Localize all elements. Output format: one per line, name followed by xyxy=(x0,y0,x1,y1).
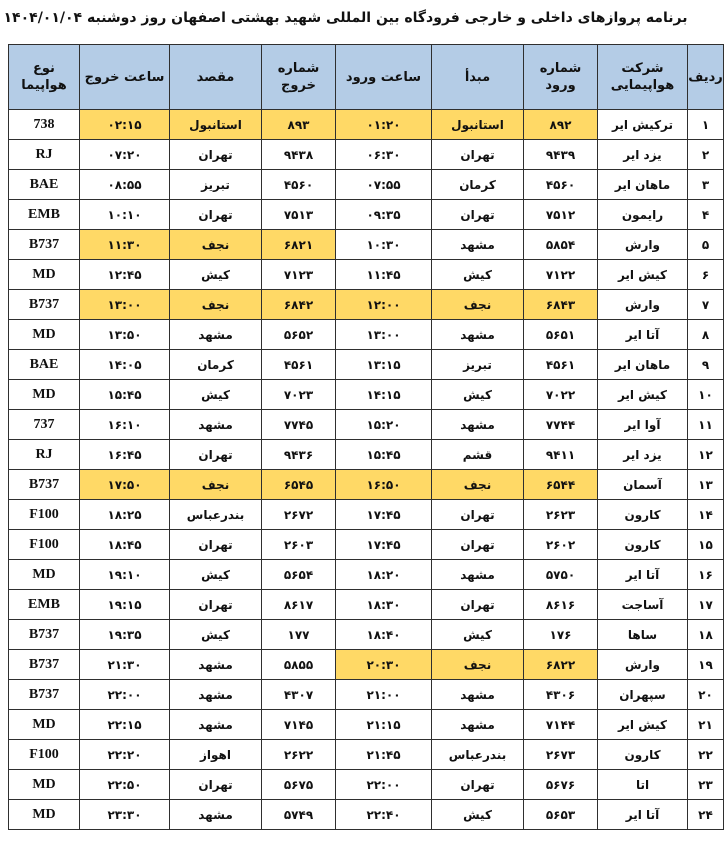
cell-row-number: ۲۲ xyxy=(688,740,724,770)
cell-aircraft-type: EMB xyxy=(9,590,80,620)
table-row xyxy=(9,740,724,770)
cell-departure-number: ۴۵۶۰ xyxy=(262,170,336,200)
cell-departure-time: ۰۲:۱۵ xyxy=(80,110,170,140)
cell-origin: بندرعباس xyxy=(432,740,524,770)
cell-airline: رایمون xyxy=(598,200,688,230)
header-aircraft-type: نوع هواپیما xyxy=(9,45,80,110)
cell-arrival-number: ۴۳۰۶ xyxy=(524,680,598,710)
cell-arrival-time: ۰۶:۳۰ xyxy=(336,140,432,170)
cell-destination: نجف xyxy=(170,470,262,500)
cell-aircraft-type: F100 xyxy=(9,530,80,560)
cell-airline: وارش xyxy=(598,650,688,680)
cell-aircraft-type: B737 xyxy=(9,470,80,500)
cell-arrival-time: ۰۹:۳۵ xyxy=(336,200,432,230)
cell-row-number: ۲ xyxy=(688,140,724,170)
cell-destination: کیش xyxy=(170,380,262,410)
cell-row-number: ۱۴ xyxy=(688,500,724,530)
cell-departure-time: ۱۹:۱۵ xyxy=(80,590,170,620)
header-departure-number: شماره خروج xyxy=(262,45,336,110)
table-row xyxy=(9,290,724,320)
cell-arrival-number: ۶۸۲۲ xyxy=(524,650,598,680)
cell-arrival-number: ۶۵۴۴ xyxy=(524,470,598,500)
cell-arrival-time: ۱۵:۲۰ xyxy=(336,410,432,440)
cell-origin: تبریز xyxy=(432,350,524,380)
table-row xyxy=(9,560,724,590)
cell-origin: نجف xyxy=(432,650,524,680)
cell-origin: کرمان xyxy=(432,170,524,200)
cell-arrival-time: ۱۲:۰۰ xyxy=(336,290,432,320)
cell-arrival-time: ۱۵:۴۵ xyxy=(336,440,432,470)
cell-departure-time: ۲۲:۵۰ xyxy=(80,770,170,800)
cell-destination: تبریز xyxy=(170,170,262,200)
cell-departure-number: ۵۷۴۹ xyxy=(262,800,336,830)
cell-arrival-number: ۵۸۵۴ xyxy=(524,230,598,260)
cell-aircraft-type: F100 xyxy=(9,500,80,530)
cell-airline: آتا ایر xyxy=(598,800,688,830)
cell-arrival-time: ۲۱:۱۵ xyxy=(336,710,432,740)
cell-departure-time: ۱۸:۴۵ xyxy=(80,530,170,560)
cell-arrival-time: ۲۲:۰۰ xyxy=(336,770,432,800)
cell-departure-number: ۶۸۲۱ xyxy=(262,230,336,260)
cell-departure-time: ۱۹:۳۵ xyxy=(80,620,170,650)
table-row xyxy=(9,590,724,620)
cell-arrival-time: ۱۰:۳۰ xyxy=(336,230,432,260)
cell-airline: کیش ایر xyxy=(598,260,688,290)
cell-row-number: ۴ xyxy=(688,200,724,230)
table-row xyxy=(9,320,724,350)
cell-arrival-number: ۴۵۶۱ xyxy=(524,350,598,380)
cell-departure-number: ۶۸۴۲ xyxy=(262,290,336,320)
cell-origin: مشهد xyxy=(432,710,524,740)
header-departure-time: ساعت خروج xyxy=(80,45,170,110)
table-row xyxy=(9,380,724,410)
table-row xyxy=(9,230,724,260)
cell-origin: کیش xyxy=(432,260,524,290)
cell-aircraft-type: B737 xyxy=(9,230,80,260)
cell-destination: مشهد xyxy=(170,710,262,740)
cell-airline: کیش ایر xyxy=(598,380,688,410)
cell-airline: آساجت xyxy=(598,590,688,620)
table-row xyxy=(9,680,724,710)
cell-aircraft-type: 737 xyxy=(9,410,80,440)
cell-origin: نجف xyxy=(432,470,524,500)
cell-departure-number: ۵۶۷۵ xyxy=(262,770,336,800)
cell-row-number: ۱۲ xyxy=(688,440,724,470)
cell-departure-time: ۱۰:۱۰ xyxy=(80,200,170,230)
cell-aircraft-type: B737 xyxy=(9,290,80,320)
cell-arrival-number: ۵۷۵۰ xyxy=(524,560,598,590)
cell-arrival-time: ۰۱:۲۰ xyxy=(336,110,432,140)
cell-departure-number: ۴۳۰۷ xyxy=(262,680,336,710)
cell-destination: نجف xyxy=(170,230,262,260)
cell-arrival-time: ۱۱:۴۵ xyxy=(336,260,432,290)
cell-row-number: ۲۱ xyxy=(688,710,724,740)
table-row xyxy=(9,620,724,650)
cell-departure-time: ۱۱:۳۰ xyxy=(80,230,170,260)
cell-arrival-time: ۱۳:۱۵ xyxy=(336,350,432,380)
cell-row-number: ۶ xyxy=(688,260,724,290)
cell-airline: کارون xyxy=(598,740,688,770)
table-row xyxy=(9,440,724,470)
cell-airline: وارش xyxy=(598,290,688,320)
cell-arrival-number: ۴۵۶۰ xyxy=(524,170,598,200)
cell-aircraft-type: BAE xyxy=(9,350,80,380)
table-row xyxy=(9,260,724,290)
header-row xyxy=(9,45,724,110)
header-origin: مبدأ xyxy=(432,45,524,110)
cell-arrival-number: ۱۷۶ xyxy=(524,620,598,650)
header-airline: شرکت هواپیمایی xyxy=(598,45,688,110)
cell-destination: بندرعباس xyxy=(170,500,262,530)
cell-arrival-number: ۷۵۱۲ xyxy=(524,200,598,230)
cell-destination: تهران xyxy=(170,440,262,470)
table-row xyxy=(9,110,724,140)
cell-origin: استانبول xyxy=(432,110,524,140)
cell-aircraft-type: B737 xyxy=(9,680,80,710)
cell-arrival-number: ۲۶۰۲ xyxy=(524,530,598,560)
cell-destination: کیش xyxy=(170,560,262,590)
cell-departure-number: ۷۰۲۳ xyxy=(262,380,336,410)
cell-row-number: ۱۰ xyxy=(688,380,724,410)
cell-arrival-time: ۲۱:۰۰ xyxy=(336,680,432,710)
cell-departure-time: ۱۳:۰۰ xyxy=(80,290,170,320)
cell-arrival-time: ۱۸:۴۰ xyxy=(336,620,432,650)
cell-departure-time: ۱۷:۵۰ xyxy=(80,470,170,500)
cell-arrival-number: ۸۶۱۶ xyxy=(524,590,598,620)
flight-schedule-table xyxy=(8,44,724,830)
cell-row-number: ۱ xyxy=(688,110,724,140)
cell-departure-number: ۷۱۴۵ xyxy=(262,710,336,740)
cell-arrival-number: ۷۱۲۲ xyxy=(524,260,598,290)
cell-departure-number: ۷۱۲۳ xyxy=(262,260,336,290)
cell-destination: کیش xyxy=(170,620,262,650)
cell-departure-time: ۱۸:۲۵ xyxy=(80,500,170,530)
cell-arrival-number: ۲۶۷۳ xyxy=(524,740,598,770)
cell-row-number: ۵ xyxy=(688,230,724,260)
cell-aircraft-type: MD xyxy=(9,710,80,740)
cell-departure-number: ۹۴۳۶ xyxy=(262,440,336,470)
cell-airline: آتا ایر xyxy=(598,560,688,590)
table-row xyxy=(9,500,724,530)
cell-departure-time: ۱۹:۱۰ xyxy=(80,560,170,590)
cell-airline: ساها xyxy=(598,620,688,650)
table-row xyxy=(9,710,724,740)
cell-row-number: ۷ xyxy=(688,290,724,320)
cell-airline: آسمان xyxy=(598,470,688,500)
cell-airline: یزد ایر xyxy=(598,140,688,170)
cell-aircraft-type: RJ xyxy=(9,140,80,170)
cell-departure-time: ۱۲:۴۵ xyxy=(80,260,170,290)
cell-arrival-number: ۸۹۲ xyxy=(524,110,598,140)
cell-destination: مشهد xyxy=(170,410,262,440)
cell-destination: تهران xyxy=(170,200,262,230)
cell-aircraft-type: MD xyxy=(9,800,80,830)
cell-origin: کیش xyxy=(432,380,524,410)
cell-departure-number: ۸۹۳ xyxy=(262,110,336,140)
page-title: برنامه پروازهای داخلی و خارجی فرودگاه بین المللی شهید بهشتی اصفهان روز دوشنبه ۱۴۰۴/۰۱/۰۴ xyxy=(3,10,688,26)
cell-departure-number: ۲۶۷۲ xyxy=(262,500,336,530)
cell-row-number: ۳ xyxy=(688,170,724,200)
header-row-number: ردیف xyxy=(688,45,724,110)
cell-arrival-number: ۵۶۵۳ xyxy=(524,800,598,830)
cell-airline: کیش ایر xyxy=(598,710,688,740)
table-row xyxy=(9,470,724,500)
cell-destination: استانبول xyxy=(170,110,262,140)
table-row xyxy=(9,200,724,230)
cell-origin: تهران xyxy=(432,530,524,560)
cell-row-number: ۲۴ xyxy=(688,800,724,830)
cell-row-number: ۱۵ xyxy=(688,530,724,560)
cell-departure-time: ۲۱:۳۰ xyxy=(80,650,170,680)
cell-airline: آتا ایر xyxy=(598,320,688,350)
cell-destination: کرمان xyxy=(170,350,262,380)
cell-origin: کیش xyxy=(432,620,524,650)
cell-departure-time: ۲۳:۳۰ xyxy=(80,800,170,830)
cell-origin: مشهد xyxy=(432,560,524,590)
cell-departure-number: ۲۶۰۳ xyxy=(262,530,336,560)
cell-destination: تهران xyxy=(170,140,262,170)
cell-row-number: ۱۸ xyxy=(688,620,724,650)
cell-origin: کیش xyxy=(432,800,524,830)
cell-arrival-number: ۹۴۱۱ xyxy=(524,440,598,470)
table-row xyxy=(9,350,724,380)
header-arrival-time: ساعت ورود xyxy=(336,45,432,110)
cell-arrival-time: ۱۸:۳۰ xyxy=(336,590,432,620)
cell-departure-time: ۰۷:۲۰ xyxy=(80,140,170,170)
table-row xyxy=(9,800,724,830)
cell-departure-number: ۷۷۴۵ xyxy=(262,410,336,440)
cell-arrival-time: ۲۰:۳۰ xyxy=(336,650,432,680)
cell-departure-number: ۷۵۱۳ xyxy=(262,200,336,230)
cell-row-number: ۱۷ xyxy=(688,590,724,620)
cell-departure-time: ۰۸:۵۵ xyxy=(80,170,170,200)
cell-origin: مشهد xyxy=(432,410,524,440)
table-row xyxy=(9,140,724,170)
cell-departure-time: ۲۲:۲۰ xyxy=(80,740,170,770)
cell-departure-time: ۱۴:۰۵ xyxy=(80,350,170,380)
cell-arrival-number: ۵۶۵۱ xyxy=(524,320,598,350)
cell-departure-number: ۲۶۲۲ xyxy=(262,740,336,770)
cell-departure-time: ۱۵:۴۵ xyxy=(80,380,170,410)
cell-departure-number: ۵۶۵۴ xyxy=(262,560,336,590)
cell-aircraft-type: 738 xyxy=(9,110,80,140)
cell-arrival-time: ۲۲:۴۰ xyxy=(336,800,432,830)
cell-airline: اتا xyxy=(598,770,688,800)
cell-arrival-time: ۱۷:۴۵ xyxy=(336,500,432,530)
cell-arrival-number: ۷۰۲۲ xyxy=(524,380,598,410)
cell-destination: تهران xyxy=(170,770,262,800)
cell-arrival-number: ۲۶۲۳ xyxy=(524,500,598,530)
cell-row-number: ۹ xyxy=(688,350,724,380)
cell-arrival-number: ۵۶۷۶ xyxy=(524,770,598,800)
cell-arrival-number: ۹۴۳۹ xyxy=(524,140,598,170)
cell-departure-number: ۶۵۴۵ xyxy=(262,470,336,500)
cell-row-number: ۲۳ xyxy=(688,770,724,800)
cell-aircraft-type: MD xyxy=(9,320,80,350)
cell-departure-time: ۲۲:۱۵ xyxy=(80,710,170,740)
cell-departure-number: ۱۷۷ xyxy=(262,620,336,650)
cell-destination: مشهد xyxy=(170,680,262,710)
cell-departure-time: ۱۳:۵۰ xyxy=(80,320,170,350)
cell-aircraft-type: F100 xyxy=(9,740,80,770)
cell-arrival-number: ۷۷۴۴ xyxy=(524,410,598,440)
table-row xyxy=(9,770,724,800)
cell-airline: ماهان ایر xyxy=(598,170,688,200)
cell-arrival-time: ۱۶:۵۰ xyxy=(336,470,432,500)
cell-airline: آوا ایر xyxy=(598,410,688,440)
cell-arrival-time: ۱۴:۱۵ xyxy=(336,380,432,410)
cell-destination: نجف xyxy=(170,290,262,320)
cell-aircraft-type: MD xyxy=(9,560,80,590)
cell-airline: کارون xyxy=(598,530,688,560)
cell-departure-number: ۴۵۶۱ xyxy=(262,350,336,380)
cell-origin: مشهد xyxy=(432,320,524,350)
cell-row-number: ۱۶ xyxy=(688,560,724,590)
cell-arrival-time: ۱۷:۴۵ xyxy=(336,530,432,560)
table-row xyxy=(9,170,724,200)
table-row xyxy=(9,530,724,560)
cell-arrival-time: ۱۳:۰۰ xyxy=(336,320,432,350)
cell-origin: تهران xyxy=(432,200,524,230)
cell-aircraft-type: BAE xyxy=(9,170,80,200)
cell-destination: مشهد xyxy=(170,800,262,830)
cell-departure-time: ۱۶:۴۵ xyxy=(80,440,170,470)
cell-arrival-time: ۲۱:۴۵ xyxy=(336,740,432,770)
cell-row-number: ۲۰ xyxy=(688,680,724,710)
cell-destination: اهواز xyxy=(170,740,262,770)
cell-aircraft-type: B737 xyxy=(9,650,80,680)
cell-destination: مشهد xyxy=(170,320,262,350)
cell-arrival-number: ۶۸۴۳ xyxy=(524,290,598,320)
cell-row-number: ۱۳ xyxy=(688,470,724,500)
cell-origin: قشم xyxy=(432,440,524,470)
cell-airline: ماهان ایر xyxy=(598,350,688,380)
cell-departure-number: ۵۶۵۲ xyxy=(262,320,336,350)
cell-row-number: ۱۹ xyxy=(688,650,724,680)
cell-departure-number: ۹۴۳۸ xyxy=(262,140,336,170)
cell-aircraft-type: RJ xyxy=(9,440,80,470)
cell-origin: مشهد xyxy=(432,230,524,260)
cell-origin: تهران xyxy=(432,140,524,170)
cell-departure-number: ۵۸۵۵ xyxy=(262,650,336,680)
cell-airline: سپهران xyxy=(598,680,688,710)
cell-origin: مشهد xyxy=(432,680,524,710)
cell-aircraft-type: MD xyxy=(9,770,80,800)
cell-arrival-number: ۷۱۴۴ xyxy=(524,710,598,740)
header-arrival-number: شماره ورود xyxy=(524,45,598,110)
cell-destination: مشهد xyxy=(170,650,262,680)
cell-origin: نجف xyxy=(432,290,524,320)
cell-departure-time: ۲۲:۰۰ xyxy=(80,680,170,710)
cell-airline: ترکیش ایر xyxy=(598,110,688,140)
cell-aircraft-type: MD xyxy=(9,260,80,290)
cell-destination: تهران xyxy=(170,590,262,620)
cell-aircraft-type: MD xyxy=(9,380,80,410)
cell-airline: یزد ایر xyxy=(598,440,688,470)
cell-origin: تهران xyxy=(432,590,524,620)
cell-destination: کیش xyxy=(170,260,262,290)
cell-arrival-time: ۰۷:۵۵ xyxy=(336,170,432,200)
cell-row-number: ۸ xyxy=(688,320,724,350)
header-destination: مقصد xyxy=(170,45,262,110)
table-row xyxy=(9,410,724,440)
cell-aircraft-type: EMB xyxy=(9,200,80,230)
cell-origin: تهران xyxy=(432,500,524,530)
cell-arrival-time: ۱۸:۲۰ xyxy=(336,560,432,590)
cell-airline: وارش xyxy=(598,230,688,260)
cell-aircraft-type: B737 xyxy=(9,620,80,650)
cell-departure-time: ۱۶:۱۰ xyxy=(80,410,170,440)
cell-destination: تهران xyxy=(170,530,262,560)
cell-origin: تهران xyxy=(432,770,524,800)
table-body xyxy=(9,110,724,830)
cell-airline: کارون xyxy=(598,500,688,530)
cell-row-number: ۱۱ xyxy=(688,410,724,440)
cell-departure-number: ۸۶۱۷ xyxy=(262,590,336,620)
table-row xyxy=(9,650,724,680)
